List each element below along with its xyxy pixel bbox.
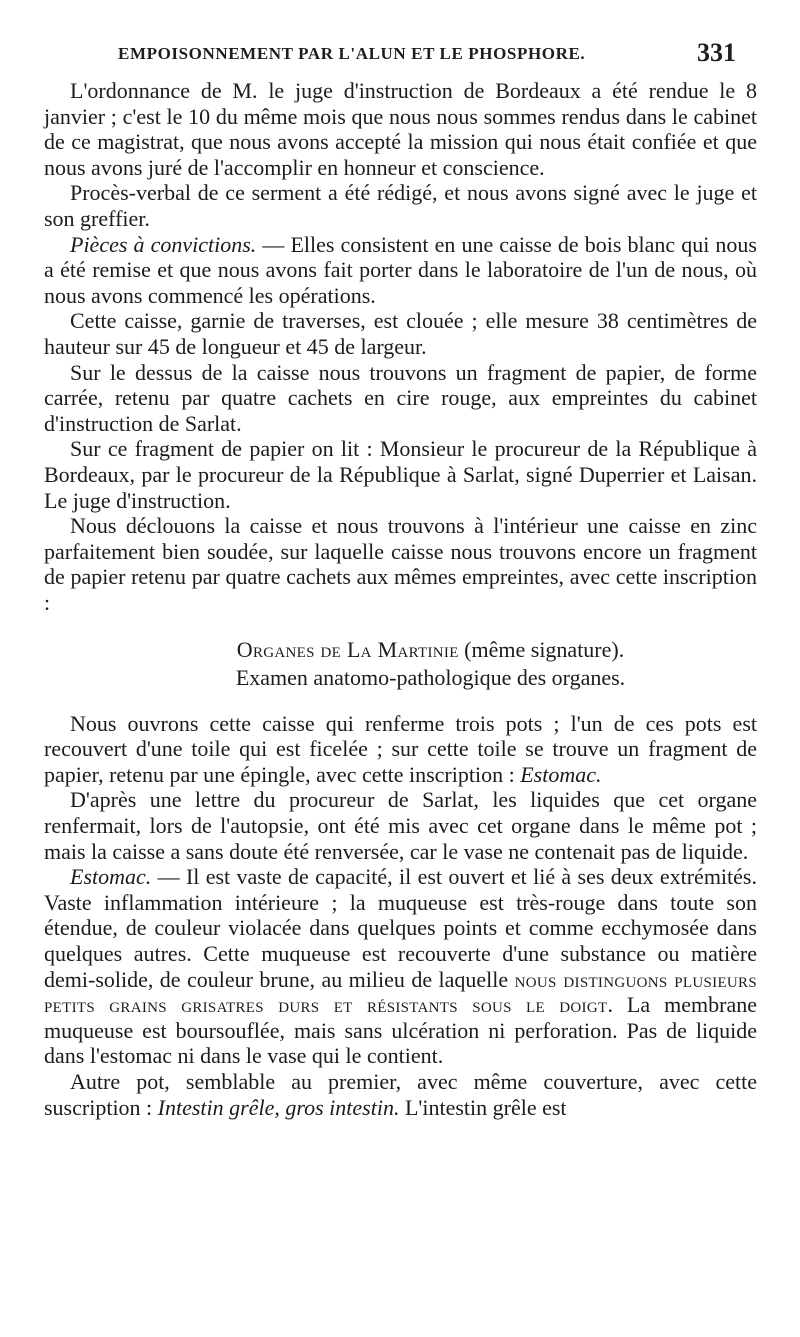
paragraph: Procès-verbal de ce serment a été rédigé, et nous avons signé avec le juge et son greffier.: [44, 180, 757, 231]
paragraph-text: — Il est vaste de capacité, il est ouvert et lié à ses deux extrémités. Vaste inflammation intérieure ; la muqueuse est très-rouge dans toute son étendue, de couleur violacée dans quelques points et comme ecchymosée dans quelques autres. Cette muqueuse est recouverte d'une substance ou matière demi-solide, de couleur brune, au milieu de laquelle: [44, 864, 757, 992]
paragraph: [44, 232, 757, 309]
paragraph: [44, 711, 757, 788]
page-number: 331: [697, 38, 736, 67]
italic-term: Estomac.: [520, 761, 602, 787]
paragraph-text: . La membrane muqueuse est boursouflée, mais sans ulcération ni perforation. Pas de liquide dans l'estomac ni dans le vase qui le contient.: [44, 992, 757, 1069]
section-label-rest: (même signature).: [458, 637, 625, 663]
italic-term: Estomac.: [70, 864, 152, 890]
section-label-smallcaps: Organes de La Martinie: [236, 637, 459, 663]
paragraph: Sur le dessus de la caisse nous trouvons un fragment de papier, de forme carrée, retenu par quatre cachets en cire rouge, aux empreintes du cabinet d'instruction de Sarlat.: [44, 359, 757, 436]
paragraph-text: Autre pot, semblable au premier, avec même couverture, avec cette suscription :: [44, 1068, 757, 1120]
section-heading: Examen anatomo-pathologique des organes.: [235, 665, 626, 691]
italic-term: Intestin grêle, gros intestin.: [157, 1094, 400, 1120]
paragraph: Nous déclouons la caisse et nous trouvons à l'intérieur une caisse en zinc parfaitement bien soudée, sur laquelle caisse nous trouvons encore un fragment de papier retenu par quatre cachets aux mêmes empreintes, avec cette inscription :: [44, 513, 757, 615]
paragraph-text: L'intestin grêle est: [399, 1094, 567, 1120]
paragraph: L'ordonnance de M. le juge d'instruction de Bordeaux a été rendue le 8 janvier ; c'est le 10 du même mois que nous nous sommes rendus dans le cabinet de ce magistrat, que nous avons accepté la mission qui nous était confiée et que nous avons juré de l'accomplir en honneur et conscience.: [44, 78, 757, 180]
paragraph: [44, 1069, 757, 1120]
section-label: [104, 637, 757, 663]
smallcaps-passage: nous distinguons plusieurs petits grains grisatres durs et résistants sous le doigt: [44, 966, 757, 1018]
paragraph-text: — Elles consistent en une caisse de bois blanc qui nous a été remise et que nous avons fait porter dans le laboratoire de l'un de nous, où nous avons commencé les opérations.: [44, 231, 757, 308]
paragraph: [44, 864, 757, 1069]
page-header: [48, 38, 736, 72]
page-body: [44, 78, 757, 1120]
paragraph: D'après une lettre du procureur de Sarlat, les liquides que cet organe renfermait, lors de l'autopsie, ont été mis avec cet organe dans le même pot ; mais la caisse a sans doute été renversée, car le vase ne contenait pas de liquide.: [44, 787, 757, 864]
paragraph-text: Nous ouvrons cette caisse qui renferme trois pots ; l'un de ces pots est recouvert d'une toile qui est ficelée ; sur cette toile se trouve un fragment de papier, retenu par une épingle, avec cette inscription :: [44, 710, 757, 787]
paragraph: Sur ce fragment de papier on lit : Monsieur le procureur de la République à Bordeaux, par le procureur de la République à Sarlat, signé Duperrier et Laisan. Le juge d'instruction.: [44, 436, 757, 513]
paragraph: Cette caisse, garnie de traverses, est clouée ; elle mesure 38 centimètres de hauteur sur 45 de longueur et 45 de largeur.: [44, 308, 757, 359]
italic-heading: Pièces à convictions.: [70, 231, 257, 257]
running-head: EMPOISONNEMENT PAR L'ALUN ET LE PHOSPHORE.: [118, 44, 586, 63]
